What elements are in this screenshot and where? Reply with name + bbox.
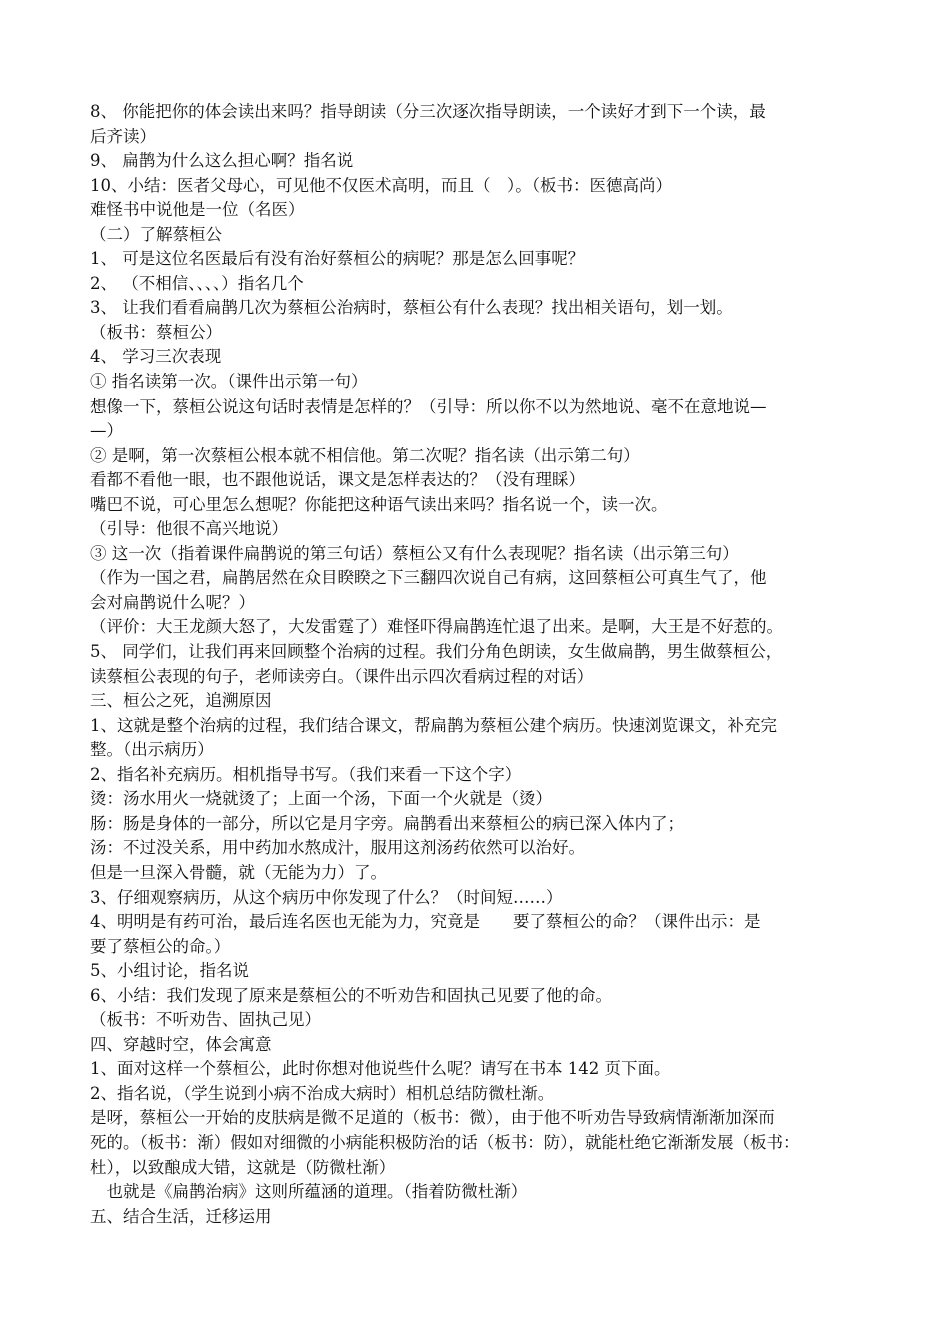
text-line: 汤：不过没关系，用中药加水熬成汁，服用这剂汤药依然可以治好。 [90,838,585,858]
text-line: 会对扁鹊说什么呢？） [90,592,255,612]
text-line: ① 指名读第一次。（课件出示第一句） [90,372,368,392]
text-line: 但是一旦深入骨髓，就（无能为力）了。 [90,862,387,882]
text-line: 后齐读） [90,126,156,146]
text-line: ③ 这一次（指着课件扁鹊说的第三句话）蔡桓公又有什么表现呢？指名读（出示第三句） [90,543,739,563]
text-line: 10、小结：医者父母心，可见他不仅医术高明，而且（ ）。（板书：医德高尚） [90,175,672,195]
text-line: 2、指名补充病历。相机指导书写。（我们来看一下这个字） [90,764,522,784]
text-line: 1、面对这样一个蔡桓公，此时你想对他说些什么呢？请写在书本 142 页下面。 [90,1059,671,1079]
text-line: 难怪书中说他是一位（名医） [90,200,305,220]
text-line: 3、 让我们看看扁鹊几次为蔡桓公治病时，蔡桓公有什么表现？找出相关语句，划一划。 [90,298,733,318]
text-line: （作为一国之君，扁鹊居然在众目睽睽之下三翻四次说自己有病，这回蔡桓公可真生气了，他 [90,568,767,588]
text-line: 杜），以致酿成大错，这就是（防微杜渐） [90,1157,396,1177]
text-line: 3、仔细观察病历，从这个病历中你发现了什么？（时间短……） [90,887,563,907]
text-line: 4、明明是有药可治，最后连名医也无能为力，究竟是 要了蔡桓公的命？（课件出示：是 [90,912,761,932]
section-heading: 三、桓公之死，追溯原因 [90,691,272,711]
text-line: 5、小组讨论，指名说 [90,961,249,981]
text-line: （板书：蔡桓公） [90,322,222,342]
text-line: 是呀，蔡桓公一开始的皮肤病是微不足道的（板书：微），由于他不听劝告导致病情渐渐加深而 [90,1108,775,1128]
section-heading: 四、穿越时空，体会寓意 [90,1034,272,1054]
section-heading: 五、结合生活，迁移运用 [90,1206,272,1226]
text-line: （板书：不听劝告、固执己见） [90,1010,321,1030]
text-line: 1、这就是整个治病的过程，我们结合课文，帮扁鹊为蔡桓公建个病历。快速浏览课文，补充完 [90,715,777,735]
text-line: 2、 （不相信、、、、）指名几个 [90,273,304,293]
text-line: 1、 可是这位名医最后有没有治好蔡桓公的病呢？那是怎么回事呢？ [90,249,585,269]
text-line: 烫：汤水用火一烧就烫了；上面一个汤，下面一个火就是（烫） [90,789,552,809]
section-heading: （二）了解蔡桓公 [90,224,222,244]
text-line: 6、小结：我们发现了原来是蔡桓公的不听劝告和固执己见要了他的命。 [90,985,612,1005]
text-line: （引导：他很不高兴地说） [90,519,288,539]
text-line: 想像一下，蔡桓公说这句话时表情是怎样的？（引导：所以你不以为然地说、毫不在意地说— [90,396,767,416]
text-line: 读蔡桓公表现的句子，老师读旁白。（课件出示四次看病过程的对话） [90,666,594,686]
text-line: —） [90,421,123,441]
text-line: 看都不看他一眼，也不跟他说话，课文是怎样表达的？（没有理睬） [90,470,585,490]
text-line: 9、 扁鹊为什么这么担心啊？指名说 [90,151,354,171]
text-line: 整。（出示病历） [90,740,214,760]
text-line: 嘴巴不说，可心里怎么想呢？你能把这种语气读出来吗？指名说一个，读一次。 [90,494,668,514]
text-line: 2、指名说，（学生说到小病不治成大病时）相机总结防微杜渐。 [90,1083,555,1103]
text-line: 5、 同学们，让我们再来回顾整个治病的过程。我们分角色朗读，女生做扁鹊，男生做蔡桓公， [90,642,783,662]
document-page [90,100,870,1229]
text-line: 肠：肠是身体的一部分，所以它是月字旁。扁鹊看出来蔡桓公的病已深入体内了； [90,813,684,833]
text-line: ② 是啊，第一次蔡桓公根本就不相信他。第二次呢？指名读（出示第二句） [90,445,640,465]
text-line: 也就是《扁鹊治病》这则所蕴涵的道理。（指着防微杜渐） [90,1182,528,1202]
text-line: 要了蔡桓公的命。） [90,936,231,956]
text-line: 死的。（板书：渐）假如对细微的小病能积极防治的话（板书：防），就能杜绝它渐渐发展（板书： [90,1132,800,1152]
text-line: 4、 学习三次表现 [90,347,222,367]
text-line: （评价：大王龙颜大怒了，大发雷霆了）难怪吓得扁鹊连忙退了出来。是啊，大王是不好惹的。 [90,617,783,637]
text-line: 8、 你能把你的体会读出来吗？指导朗读（分三次逐次指导朗读，一个读好才到下一个读，最 [90,102,766,121]
